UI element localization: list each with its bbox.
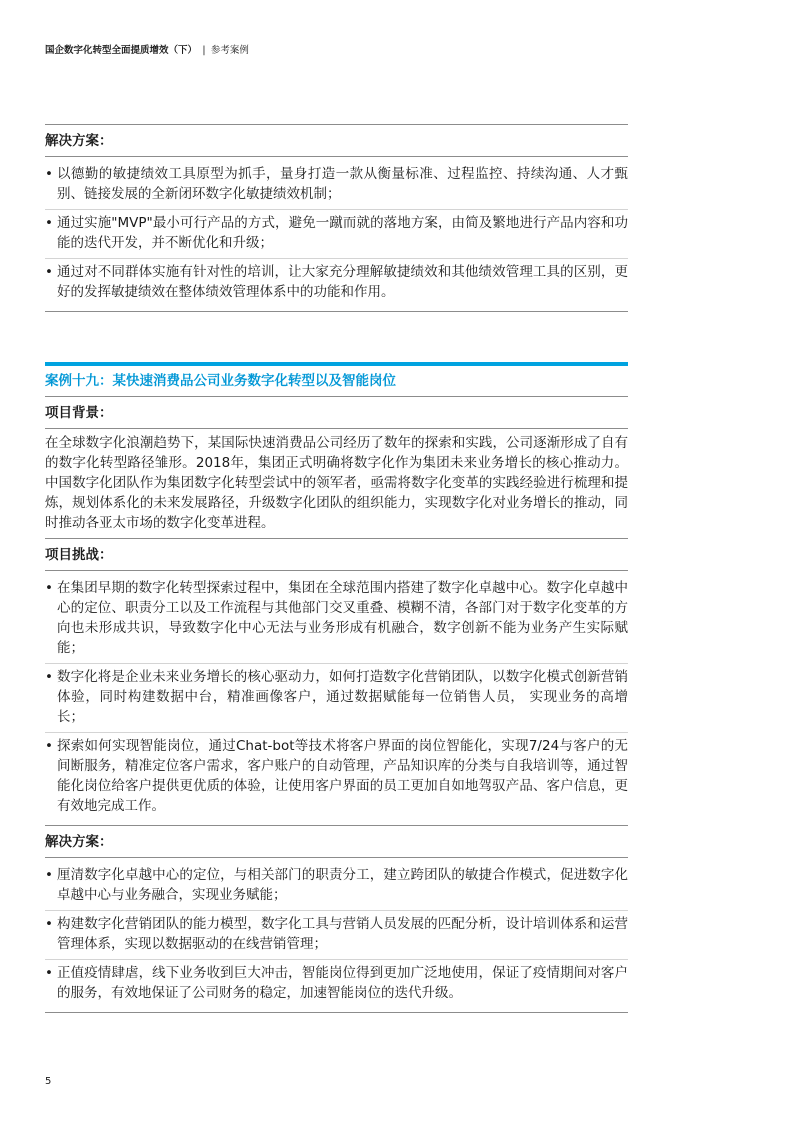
case-title: 案例十九：某快速消费品公司业务数字化转型以及智能岗位 bbox=[45, 373, 396, 389]
list-item-text: 以德勤的敏捷绩效工具原型为抓手，量身打造一款从衡量标准、过程监控、持续沟通、人才甄别、链接发展的全新闭环数字化敏捷绩效机制； bbox=[57, 166, 628, 202]
background-paragraph: 在全球数字化浪潮趋势下，某国际快速消费品公司经历了数年的探索和实践，公司逐渐形成了自有的数字化转型路径雏形。2018年，集团正式明确将数字化作为集团未来业务增长的核心推动力。中国数字化团队作为集团数字化转型尝试中的领军者，亟需将数字化变革的实践经验进行梳理和提炼，规划体系化的未来发展路径，升级数字化团队的组织能力，实现数字化对业务增长的推动，同时推动各亚太市场的数字化变革进程。 bbox=[45, 435, 628, 531]
page-content bbox=[45, 124, 628, 1013]
challenge-list bbox=[45, 571, 628, 825]
bullet-icon: • bbox=[45, 580, 53, 596]
list-item-text: 正值疫情肆虐，线下业务收到巨大冲击，智能岗位得到更加广泛地使用，保证了疫情期间对客户的服务，有效地保证了公司财务的稳定，加速智能岗位的迭代升级。 bbox=[57, 965, 628, 1001]
section-rule bbox=[45, 1012, 628, 1013]
running-header-title: 国企数字化转型全面提质增效（下） bbox=[45, 45, 198, 56]
running-header-separator: | bbox=[202, 45, 206, 56]
solution-heading: 解决方案： bbox=[45, 834, 113, 850]
list-item bbox=[45, 161, 628, 209]
list-item bbox=[45, 664, 628, 732]
solution-list bbox=[45, 858, 628, 1012]
list-item-text: 在集团早期的数字化转型探索过程中，集团在全球范围内搭建了数字化卓越中心。数字化卓越中心的定位、职责分工以及工作流程与其他部门交叉重叠、模糊不清，各部门对于数字化变革的方向也未形成共识，导致数字化中心无法与业务形成有机融合，数字创新不能为业务产生实际赋能； bbox=[57, 580, 628, 656]
running-header bbox=[45, 42, 249, 56]
running-header-section: 参考案例 bbox=[210, 45, 249, 56]
bullet-icon: • bbox=[45, 166, 53, 182]
page-number: 5 bbox=[45, 1076, 52, 1087]
list-item bbox=[45, 911, 628, 959]
list-item bbox=[45, 575, 628, 663]
section-rule bbox=[45, 311, 628, 312]
bullet-icon: • bbox=[45, 669, 53, 685]
prev-solution-heading: 解决方案： bbox=[45, 133, 113, 149]
list-item-text: 通过实施"MVP"最小可行产品的方式，避免一蹴而就的落地方案，由简及繁地进行产品内容和功能的迭代开发，并不断优化和升级； bbox=[57, 215, 628, 251]
prev-solution-list bbox=[45, 157, 628, 311]
bullet-icon: • bbox=[45, 215, 53, 231]
bullet-icon: • bbox=[45, 738, 53, 754]
list-item bbox=[45, 210, 628, 258]
bullet-icon: • bbox=[45, 264, 53, 280]
list-item bbox=[45, 733, 628, 821]
background-heading: 项目背景： bbox=[45, 405, 113, 421]
list-item-text: 通过对不同群体实施有针对性的培训，让大家充分理解敏捷绩效和其他绩效管理工具的区别，更好的发挥敏捷绩效在整体绩效管理体系中的功能和作用。 bbox=[57, 264, 628, 300]
list-item-text: 构建数字化营销团队的能力模型，数字化工具与营销人员发展的匹配分析，设计培训体系和运营管理体系，实现以数据驱动的在线营销管理； bbox=[57, 916, 628, 952]
list-item bbox=[45, 259, 628, 307]
bullet-icon: • bbox=[45, 916, 53, 932]
bullet-icon: • bbox=[45, 867, 53, 883]
challenge-heading: 项目挑战： bbox=[45, 547, 113, 563]
list-item-text: 探索如何实现智能岗位，通过Chat-bot等技术将客户界面的岗位智能化，实现7/24与客户的无间断服务，精准定位客户需求，客户账户的自动管理，产品知识库的分类与自我培训等，通过智能化岗位给客户提供更优质的体验，让使用客户界面的员工更加自如地驾驭产品、客户信息，更有效地完成工作。 bbox=[57, 738, 628, 814]
list-item bbox=[45, 960, 628, 1008]
list-item-text: 厘清数字化卓越中心的定位，与相关部门的职责分工，建立跨团队的敏捷合作模式，促进数字化卓越中心与业务融合，实现业务赋能； bbox=[57, 867, 628, 903]
bullet-icon: • bbox=[45, 965, 53, 981]
list-item bbox=[45, 862, 628, 910]
list-item-text: 数字化将是企业未来业务增长的核心驱动力，如何打造数字化营销团队，以数字化模式创新营销体验，同时构建数据中台，精准画像客户，通过数据赋能每一位销售人员， 实现业务的高增长； bbox=[57, 669, 628, 725]
